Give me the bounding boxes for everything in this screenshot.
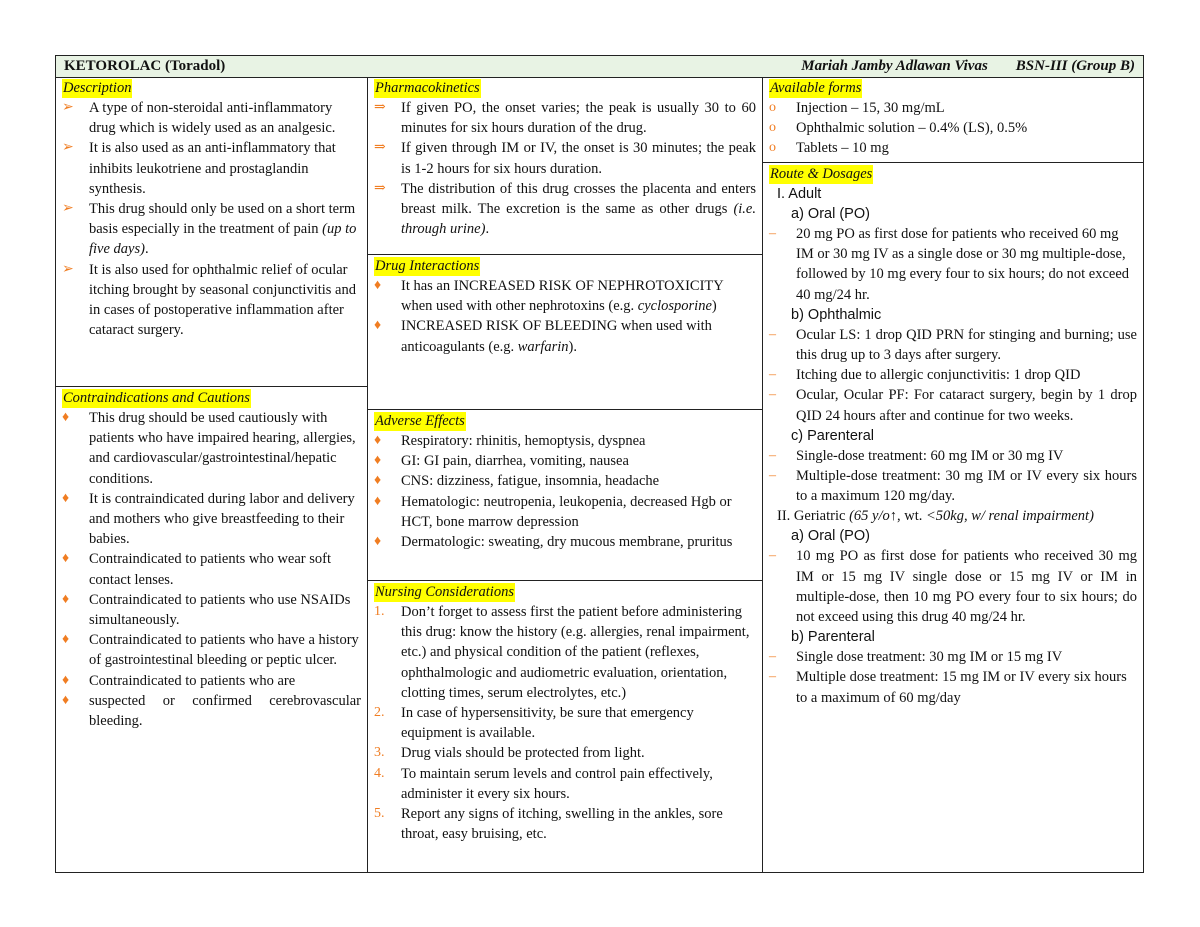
geriatric-parenteral-label: b) Parenteral bbox=[791, 629, 875, 646]
dash-bullet-icon: – bbox=[769, 387, 776, 403]
drug-study-sheet bbox=[55, 55, 1144, 873]
list-item: ♦ Contraindicated to patients who are bbox=[62, 671, 361, 691]
diamond-bullet-icon: ♦ bbox=[374, 473, 382, 489]
contraindications-heading: Contraindications and Cautions bbox=[63, 390, 250, 406]
dash-bullet-icon: – bbox=[769, 367, 776, 383]
list-item: 1. Don’t forget to assess first the patient before administering this drug: know the history (e.g. allergies, renal impairment, etc.) and physical condition of the patient (reflexes, ophthalmologic and audiometric evaluation, orientation, clotting times, serum electrolytes, etc.) bbox=[374, 604, 750, 701]
route-dosages-section bbox=[763, 162, 1143, 872]
dash-bullet-icon: – bbox=[769, 447, 776, 463]
list-item: ♦ It has an INCREASED RISK OF NEPHROTOXICITY when used with other nephrotoxins (e.g. cyclosporine) bbox=[374, 278, 724, 315]
list-number: 3. bbox=[374, 745, 385, 761]
list-item: – 20 mg PO as first dose for patients who received 60 mg IM or 30 mg IV as a single dose or 30 mg multiple-dose, followed by 10 mg every four to six hours; do not exceed 40 mg/24 hr. bbox=[769, 226, 1130, 303]
dash-bullet-icon: – bbox=[769, 649, 776, 665]
list-item: – Multiple-dose treatment: 30 mg IM or IV every six hours to a maximum 120 mg/day. bbox=[769, 468, 1137, 505]
list-item: ♦ CNS: dizziness, fatigue, insomnia, headache bbox=[374, 471, 756, 491]
diamond-bullet-icon: ♦ bbox=[374, 433, 382, 448]
implies-arrow-icon: ⇒ bbox=[374, 180, 386, 196]
list-item: – Ocular LS: 1 drop QID PRN for stinging and burning; use this drug up to 3 days after surgery. bbox=[769, 326, 1137, 364]
list-item: ⇒ If given PO, the onset varies; the peak is usually 30 to 60 minutes for six hours duration of the drug. bbox=[374, 100, 756, 137]
interactions-section bbox=[368, 254, 762, 409]
list-item: ♦ This drug should be used cautiously with patients who have impaired hearing, allergies, and cardiovascular/gastrointestinal/hepatic conditions. bbox=[62, 410, 356, 487]
contraindications-section bbox=[56, 386, 367, 872]
list-item: – Ocular, Ocular PF: For cataract surgery, begin by 1 drop QID 24 hours after and continue for two weeks. bbox=[769, 387, 1137, 424]
dash-bullet-icon: – bbox=[769, 326, 776, 342]
arrowhead-bullet-icon: ➢ bbox=[62, 100, 74, 115]
geriatric-label: II. Geriatric (65 y/o↑, wt. <50kg, w/ renal impairment) bbox=[777, 508, 1094, 525]
column-left bbox=[56, 77, 368, 872]
diamond-bullet-icon: ♦ bbox=[374, 534, 382, 550]
column-middle bbox=[368, 77, 763, 872]
list-item: ♦ Respiratory: rhinitis, hemoptysis, dyspnea bbox=[374, 431, 756, 451]
circle-bullet-icon: o bbox=[769, 140, 776, 156]
arrowhead-bullet-icon: ➢ bbox=[62, 201, 74, 217]
author-name: Mariah Jamby Adlawan Vivas bbox=[801, 58, 988, 74]
geriatric-oral-label: a) Oral (PO) bbox=[791, 528, 870, 545]
list-item: – Single dose treatment: 30 mg IM or 15 mg IV bbox=[769, 647, 1137, 667]
list-item: ♦ Contraindicated to patients who wear soft contact lenses. bbox=[62, 551, 332, 588]
arrowhead-bullet-icon: ➢ bbox=[62, 140, 74, 156]
circle-bullet-icon: o bbox=[769, 100, 776, 115]
list-item: ➢ This drug should only be used on a short term basis especially in the treatment of pain (up to five days). bbox=[62, 201, 357, 258]
arrowhead-bullet-icon: ➢ bbox=[62, 261, 74, 277]
forms-heading: Available forms bbox=[770, 80, 862, 96]
dash-bullet-icon: – bbox=[769, 226, 776, 241]
interactions-heading: Drug Interactions bbox=[375, 258, 480, 274]
list-item: ➢ It is also used for ophthalmic relief of ocular itching brought by seasonal conjunctivitis and in cases of postoperative inflammation after cataract surgery. bbox=[62, 261, 356, 339]
diamond-bullet-icon: ♦ bbox=[62, 410, 70, 425]
diamond-bullet-icon: ♦ bbox=[62, 490, 70, 506]
list-item: ♦ Contraindicated to patients who use NSAIDs simultaneously. bbox=[62, 591, 351, 629]
list-item: 2. In case of hypersensitivity, be sure that emergency equipment is available. bbox=[374, 705, 694, 742]
diamond-bullet-icon: ♦ bbox=[374, 453, 382, 469]
list-item: ♦ suspected or confirmed cerebrovascular bleeding. bbox=[62, 692, 361, 730]
list-item: – 10 mg PO as first dose for patients who received 30 mg IM or 15 mg IV single dose or 15 mg IV or IM in multiple-dose, then 10 mg PO every four to six hours; do not exceed using this drug 40 mg/24 hr. bbox=[769, 548, 1137, 626]
dash-bullet-icon: – bbox=[769, 548, 776, 564]
nursing-heading: Nursing Considerations bbox=[375, 584, 514, 600]
group-label: BSN-III (Group B) bbox=[1015, 58, 1135, 74]
list-number: 1. bbox=[374, 604, 385, 619]
nursing-section bbox=[368, 580, 762, 872]
dash-bullet-icon: – bbox=[769, 669, 776, 685]
route-heading: Route & Dosages bbox=[770, 166, 873, 182]
list-number: 2. bbox=[374, 705, 385, 721]
list-item: ♦ Contraindicated to patients who have a history of gastrointestinal bleeding or peptic ulcer. bbox=[62, 632, 359, 669]
list-item: o Ophthalmic solution – 0.4% (LS), 0.5% bbox=[769, 118, 1137, 138]
list-item: ⇒ If given through IM or IV, the onset is 30 minutes; the peak is 1-2 hours for six hours duration. bbox=[374, 140, 756, 177]
diamond-bullet-icon: ♦ bbox=[62, 672, 70, 688]
adverse-heading: Adverse Effects bbox=[375, 413, 465, 429]
list-number: 4. bbox=[374, 765, 385, 781]
list-item: ⇒ The distribution of this drug crosses the placenta and enters breast milk. The excretion is the same as other drugs (i.e. through urine). bbox=[374, 180, 756, 238]
diamond-bullet-icon: ♦ bbox=[374, 278, 382, 293]
list-item: o Injection – 15, 30 mg/mL bbox=[769, 98, 1137, 118]
list-item: ♦ Dermatologic: sweating, dry mucous membrane, pruritus bbox=[374, 532, 756, 552]
pharmacokinetics-section bbox=[368, 77, 762, 254]
diamond-bullet-icon: ♦ bbox=[374, 493, 382, 509]
circle-bullet-icon: o bbox=[769, 120, 776, 136]
list-item: o Tablets – 10 mg bbox=[769, 138, 1137, 158]
diamond-bullet-icon: ♦ bbox=[62, 692, 70, 708]
forms-section bbox=[763, 77, 1143, 162]
title-bar bbox=[56, 56, 1143, 78]
drug-title: KETOROLAC (Toradol) bbox=[64, 58, 226, 74]
list-item: – Single-dose treatment: 60 mg IM or 30 mg IV bbox=[769, 446, 1137, 466]
diamond-bullet-icon: ♦ bbox=[62, 632, 70, 648]
list-number: 5. bbox=[374, 806, 385, 822]
diamond-bullet-icon: ♦ bbox=[62, 591, 70, 607]
adult-oral-label: a) Oral (PO) bbox=[791, 206, 870, 222]
description-heading: Description bbox=[63, 80, 132, 96]
list-item: ♦ INCREASED RISK OF BLEEDING when used with anticoagulants (e.g. warfarin). bbox=[374, 318, 712, 355]
pharmacokinetics-heading: Pharmacokinetics bbox=[375, 80, 480, 96]
diamond-bullet-icon: ♦ bbox=[374, 318, 382, 334]
adult-label: I. Adult bbox=[777, 186, 822, 202]
implies-arrow-icon: ⇒ bbox=[374, 100, 386, 115]
list-item: 5. Report any signs of itching, swelling in the ankles, sore throat, easy bruising, etc. bbox=[374, 806, 723, 843]
description-section bbox=[56, 77, 367, 386]
list-item: 3. Drug vials should be protected from light. bbox=[374, 743, 756, 763]
list-item: ➢ A type of non-steroidal anti-inflammatory drug which is widely used as an analgesic. bbox=[62, 100, 336, 137]
list-item: ♦ Hematologic: neutropenia, leukopenia, decreased Hgb or HCT, bone marrow depression bbox=[374, 493, 732, 530]
list-item: – Multiple dose treatment: 15 mg IM or IV every six hours to a maximum of 60 mg/day bbox=[769, 669, 1127, 706]
adult-parenteral-label: c) Parenteral bbox=[791, 427, 875, 444]
list-item: ➢ It is also used as an anti-inflammatory that inhibits leukotriene and prostaglandin synthesis. bbox=[62, 140, 336, 197]
list-item: 4. To maintain serum levels and control pain effectively, administer it every six hours. bbox=[374, 765, 713, 802]
adverse-effects-section bbox=[368, 409, 762, 580]
list-item: ♦ It is contraindicated during labor and delivery and mothers who give breastfeeding to their babies. bbox=[62, 490, 355, 548]
list-item: – Itching due to allergic conjunctivitis: 1 drop QID bbox=[769, 365, 1137, 385]
implies-arrow-icon: ⇒ bbox=[374, 140, 386, 156]
adult-ophthalmic-label: b) Ophthalmic bbox=[791, 306, 882, 323]
column-right bbox=[763, 77, 1143, 872]
diamond-bullet-icon: ♦ bbox=[62, 551, 70, 567]
dash-bullet-icon: – bbox=[769, 468, 776, 484]
list-item: ♦ GI: GI pain, diarrhea, vomiting, nausea bbox=[374, 451, 756, 471]
